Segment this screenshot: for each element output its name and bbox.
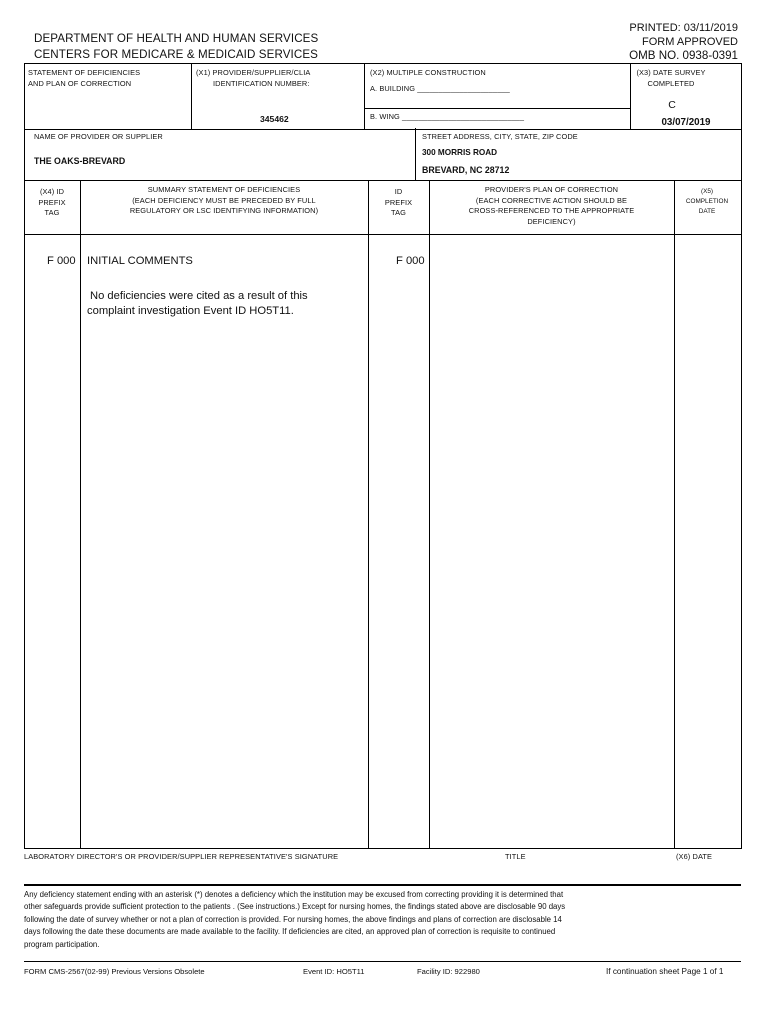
title-label: TITLE xyxy=(505,852,526,861)
x4-header-1: (X4) ID xyxy=(39,187,65,196)
summary-header-1: SUMMARY STATEMENT OF DEFICIENCIES xyxy=(147,185,301,194)
agency-header xyxy=(34,31,318,63)
form-status-header xyxy=(629,22,738,63)
x5-header-1: (X5) xyxy=(700,188,714,195)
entry-text-line-2: complaint investigation Event ID HO5T11. xyxy=(87,305,294,317)
address-label: STREET ADDRESS, CITY, STATE, ZIP CODE xyxy=(422,132,578,141)
statement-label-2: AND PLAN OF CORRECTION xyxy=(28,78,132,88)
divider xyxy=(80,180,81,849)
footnote xyxy=(24,889,740,951)
footnote-line-5: program participation. xyxy=(24,939,100,949)
divider xyxy=(24,884,741,886)
divider xyxy=(364,108,630,109)
entry-text xyxy=(87,289,308,319)
facility-id: Facility ID: 922980 xyxy=(417,967,480,976)
event-id: Event ID: HO5T11 xyxy=(303,967,365,976)
summary-header-3: REGULATORY OR LSC IDENTIFYING INFORMATION) xyxy=(129,206,319,215)
provider-name: THE OAKS-BREVARD xyxy=(34,156,126,166)
statement-label xyxy=(28,68,140,89)
plan-header xyxy=(429,185,674,227)
summary-header-2: (EACH DEFICIENCY MUST BE PRECEDED BY FULL xyxy=(132,195,316,205)
form-approved: FORM APPROVED xyxy=(642,35,738,48)
x5-header-3: DATE xyxy=(698,208,716,215)
x3-label-2: COMPLETED xyxy=(647,78,695,88)
provider-name-label: NAME OF PROVIDER OR SUPPLIER xyxy=(34,132,163,141)
divider xyxy=(364,63,365,129)
address-line-2: BREVARD, NC 28712 xyxy=(422,165,510,175)
survey-code: C xyxy=(668,99,676,111)
entry-title: INITIAL COMMENTS xyxy=(87,255,193,267)
divider xyxy=(429,180,430,849)
id-header-3: TAG xyxy=(391,208,406,217)
divider xyxy=(191,63,192,129)
form-number: FORM CMS-2567(02-99) Previous Versions Obsolete xyxy=(24,967,205,976)
printed-date: PRINTED: 03/11/2019 xyxy=(629,22,738,34)
signature-label: LABORATORY DIRECTOR'S OR PROVIDER/SUPPLIER REPRESENTATIVE'S SIGNATURE xyxy=(24,852,339,861)
x3-label-1: (X3) DATE SURVEY xyxy=(636,68,706,77)
id-header-1: ID xyxy=(394,187,403,196)
deficiency-table xyxy=(24,180,742,849)
plan-header-3: CROSS-REFERENCED TO THE APPROPRIATE xyxy=(468,206,635,215)
agency-line-2: CENTERS FOR MEDICARE & MEDICAID SERVICES xyxy=(34,48,319,61)
x4-header-2: PREFIX xyxy=(38,197,66,207)
footnote-line-4: days following the date these documents are made available to the facility. If deficiencies are cited, an approved plan of correction is requisite to continued xyxy=(24,927,556,937)
entry-text-line-1: No deficiencies were cited as a result of this xyxy=(90,290,308,302)
address-line-1: 300 MORRIS ROAD xyxy=(422,148,498,157)
entry-id-tag: F 000 xyxy=(396,255,425,267)
x4-header xyxy=(24,187,80,219)
agency-line-1: DEPARTMENT OF HEALTH AND HUMAN SERVICES xyxy=(34,32,319,45)
date-label: (X6) DATE xyxy=(676,852,713,861)
omb-number: OMB NO. 0938-0391 xyxy=(629,49,738,62)
wing-field: B. WING _____________________________ xyxy=(370,112,525,121)
building-field: A. BUILDING ______________________ xyxy=(370,84,510,93)
page-indicator: If continuation sheet Page 1 of 1 xyxy=(606,967,724,976)
footnote-line-2: other safeguards provide sufficient protection to the patients . (See instructions.) Except for nursing homes, the findings stated above are disclosable 90 days xyxy=(24,902,566,912)
divider xyxy=(415,128,416,181)
id-header xyxy=(368,187,429,219)
footnote-line-1: Any deficiency statement ending with an asterisk (*) denotes a deficiency which the institution may be excused from correcting providing it is determined that xyxy=(24,890,564,899)
provider-id-number: 345462 xyxy=(260,114,289,124)
plan-header-1: PROVIDER'S PLAN OF CORRECTION xyxy=(484,185,619,194)
plan-header-4: DEFICIENCY) xyxy=(527,216,576,226)
x2-label: (X2) MULTIPLE CONSTRUCTION xyxy=(370,68,486,77)
footnote-line-3: following the date of survey whether or not a plan of correction is provided. For nursing homes, the above findings and plans of correction are disclosable 14 xyxy=(24,914,562,924)
statement-label-1: STATEMENT OF DEFICIENCIES xyxy=(28,68,141,77)
divider xyxy=(368,180,369,849)
x1-label-2: IDENTIFICATION NUMBER: xyxy=(213,78,310,88)
id-header-2: PREFIX xyxy=(384,197,413,207)
x3-label xyxy=(630,68,712,89)
survey-date: 03/07/2019 xyxy=(661,117,711,128)
x1-label xyxy=(196,68,310,89)
x4-header-3: TAG xyxy=(44,208,60,217)
divider xyxy=(24,234,741,235)
divider xyxy=(24,961,741,962)
divider xyxy=(674,180,675,849)
x1-label-1: (X1) PROVIDER/SUPPLIER/CLIA xyxy=(196,68,311,77)
summary-header xyxy=(80,185,368,217)
x5-header-2: COMPLETION xyxy=(685,198,729,205)
x5-header xyxy=(674,187,740,217)
entry-prefix-tag: F 000 xyxy=(47,255,76,267)
plan-header-2: (EACH CORRECTIVE ACTION SHOULD BE xyxy=(475,195,628,205)
